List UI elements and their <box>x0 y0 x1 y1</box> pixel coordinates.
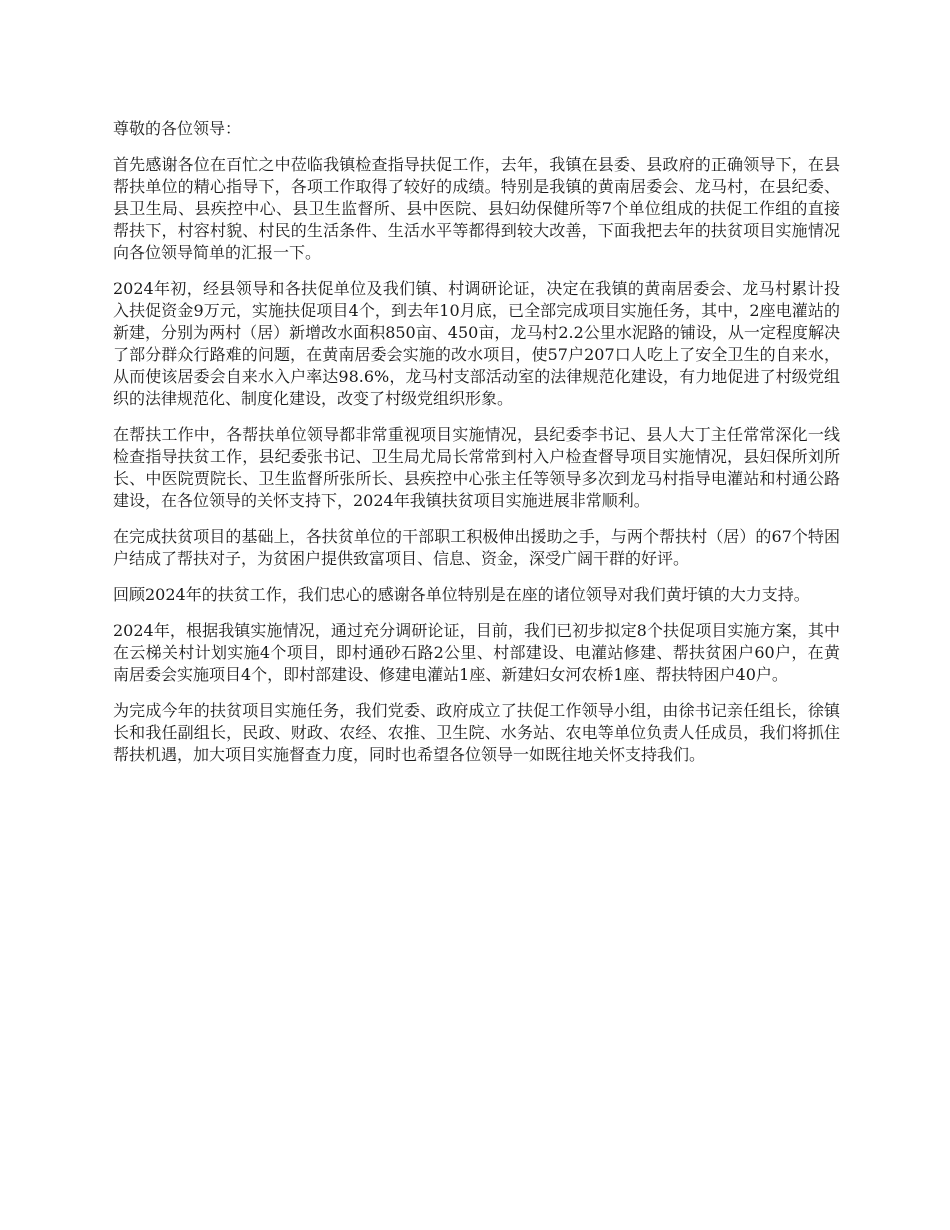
paragraph-2024-projects: 2024年初，经县领导和各扶促单位及我们镇、村调研论证，决定在我镇的黄南居委会、龙马村累计投入扶促资金9万元，实施扶促项目4个，到去年10月底，已全部完成项目实施任务，其中，2座电灌站的新建，分别为两村（居）新增改水面积850亩、450亩，龙马村2.2公里水泥路的铺设，从一定程度解决了部分群众行路难的问题，在黄南居委会实施的改水项目，使57户207口人吃上了安全卫生的自来水，从而使该居委会自来水入户率达98.6%，龙马村支部活动室的法律规范化建设，有力地促进了村级党组织的法律规范化、制度化建设，改变了村级党组织形象。 <box>113 279 840 408</box>
paragraph-pairing-assistance: 在完成扶贫项目的基础上，各扶贫单位的干部职工积极伸出援助之手，与两个帮扶村（居）的67个特困户结成了帮扶对子，为贫困户提供致富项目、信息、资金，深受广阔干群的好评。 <box>113 527 840 568</box>
paragraph-closing: 为完成今年的扶贫项目实施任务，我们党委、政府成立了扶促工作领导小组，由徐书记亲任组长，徐镇长和我任副组长，民政、财政、农经、农推、卫生院、水务站、农电等单位负责人任成员，我们将抓住帮扶机遇，加大项目实施督查力度，同时也希望各位领导一如既往地关怀支持我们。 <box>113 701 840 764</box>
paragraph-new-plans: 2024年，根据我镇实施情况，通过充分调研论证，目前，我们已初步拟定8个扶促项目实施方案，其中在云梯关村计划实施4个项目，即村通砂石路2公里、村部建设、电灌站修建、帮扶贫困户60户，在黄南居委会实施项目4个，即村部建设、修建电灌站1座、新建妇女河农桥1座、帮扶特困户40户。 <box>113 621 840 684</box>
paragraph-gratitude: 回顾2024年的扶贫工作，我们忠心的感谢各单位特别是在座的诸位领导对我们黄圩镇的大力支持。 <box>113 585 810 604</box>
document-body <box>113 118 840 780</box>
salutation: 尊敬的各位领导： <box>113 119 242 138</box>
paragraph-leadership-support: 在帮扶工作中，各帮扶单位领导都非常重视项目实施情况，县纪委李书记、县人大丁主任常常深化一线检查指导扶贫工作，县纪委张书记、卫生局尤局长常常到村入户检查督导项目实施情况，县妇保所刘所长、中医院贾院长、卫生监督所张所长、县疾控中心张主任等领导多次到龙马村指导电灌站和村通公路建设，在各位领导的关怀支持下，2024年我镇扶贫项目实施进展非常顺利。 <box>113 425 840 510</box>
paragraph-thanks: 首先感谢各位在百忙之中莅临我镇检查指导扶促工作，去年，我镇在县委、县政府的正确领导下，在县帮扶单位的精心指导下，各项工作取得了较好的成绩。特别是我镇的黄南居委会、龙马村，在县纪委、县卫生局、县疾控中心、县卫生监督所、县中医院、县妇幼保健所等7个单位组成的扶促工作组的直接帮扶下，村容村貌、村民的生活条件、生活水平等都得到较大改善，下面我把去年的扶贫项目实施情况向各位领导简单的汇报一下。 <box>113 155 840 262</box>
